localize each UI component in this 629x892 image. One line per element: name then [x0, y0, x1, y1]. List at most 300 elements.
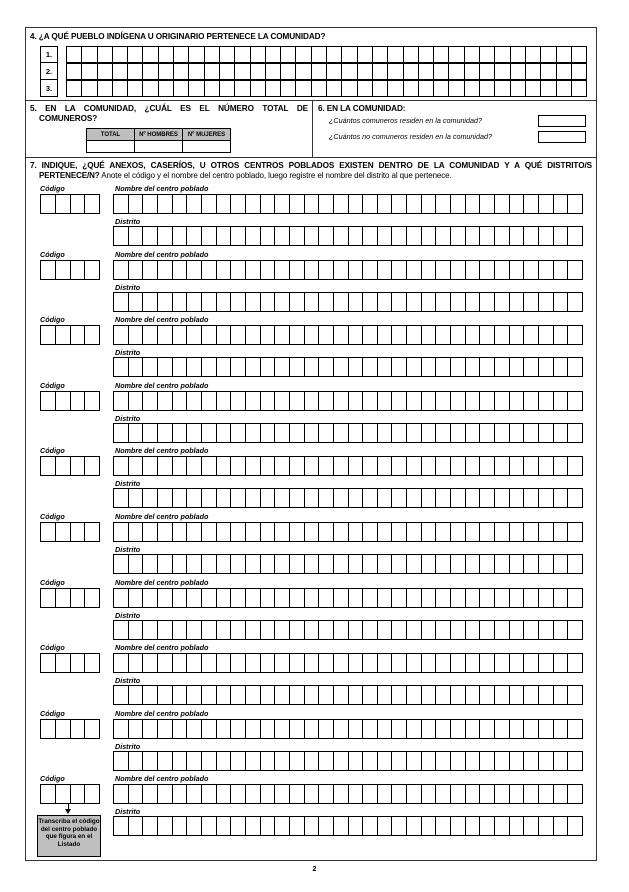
char-cell[interactable] [319, 392, 334, 410]
char-cell[interactable] [541, 47, 556, 62]
char-cell[interactable] [246, 686, 261, 704]
char-cell[interactable] [290, 358, 305, 376]
char-cell[interactable] [261, 457, 276, 475]
char-cell[interactable] [451, 555, 466, 573]
char-cell[interactable] [334, 326, 349, 344]
char-cell[interactable] [246, 326, 261, 344]
char-cell[interactable] [319, 686, 334, 704]
char-cell[interactable] [85, 654, 100, 672]
char-cell[interactable] [41, 195, 56, 213]
char-cell[interactable] [539, 261, 554, 279]
char-cell[interactable] [407, 489, 422, 507]
char-cell[interactable] [71, 392, 86, 410]
char-cell[interactable] [246, 817, 261, 835]
char-cell[interactable] [422, 457, 437, 475]
char-cell[interactable] [568, 261, 583, 279]
char-cell[interactable] [524, 589, 539, 607]
char-cell[interactable] [334, 392, 349, 410]
char-cell[interactable] [511, 81, 526, 96]
char-cell[interactable] [205, 81, 220, 96]
char-cell[interactable] [173, 686, 188, 704]
char-cell[interactable] [129, 523, 144, 541]
char-cell[interactable] [449, 81, 464, 96]
char-cell[interactable] [275, 457, 290, 475]
nombre-centro-poblado-input[interactable] [113, 522, 583, 542]
codigo-input[interactable] [40, 325, 100, 345]
char-cell[interactable] [495, 293, 510, 311]
char-cell[interactable] [334, 589, 349, 607]
char-cell[interactable] [82, 47, 97, 62]
char-cell[interactable] [261, 654, 276, 672]
char-cell[interactable] [557, 47, 572, 62]
char-cell[interactable] [187, 621, 202, 639]
char-cell[interactable] [202, 654, 217, 672]
codigo-input[interactable] [40, 194, 100, 214]
char-cell[interactable] [41, 261, 56, 279]
char-cell[interactable] [363, 523, 378, 541]
char-cell[interactable] [187, 195, 202, 213]
char-cell[interactable] [114, 686, 129, 704]
char-cell[interactable] [378, 358, 393, 376]
char-cell[interactable] [392, 195, 407, 213]
char-cell[interactable] [392, 752, 407, 770]
char-cell[interactable] [342, 81, 357, 96]
char-cell[interactable] [41, 589, 56, 607]
char-cell[interactable] [275, 261, 290, 279]
char-cell[interactable] [129, 720, 144, 738]
char-cell[interactable] [572, 47, 587, 62]
char-cell[interactable] [554, 654, 569, 672]
char-cell[interactable] [510, 555, 525, 573]
char-cell[interactable] [261, 424, 276, 442]
char-cell[interactable] [349, 326, 364, 344]
char-cell[interactable] [363, 392, 378, 410]
char-cell[interactable] [129, 457, 144, 475]
char-cell[interactable] [373, 81, 388, 96]
distrito-input[interactable] [113, 751, 583, 771]
char-cell[interactable] [187, 457, 202, 475]
char-cell[interactable] [217, 523, 232, 541]
char-cell[interactable] [129, 227, 144, 245]
char-cell[interactable] [451, 686, 466, 704]
char-cell[interactable] [85, 589, 100, 607]
char-cell[interactable] [422, 227, 437, 245]
char-cell[interactable] [217, 326, 232, 344]
char-cell[interactable] [246, 752, 261, 770]
char-cell[interactable] [290, 489, 305, 507]
char-cell[interactable] [202, 523, 217, 541]
char-cell[interactable] [231, 392, 246, 410]
char-cell[interactable] [451, 326, 466, 344]
char-cell[interactable] [143, 392, 158, 410]
char-cell[interactable] [349, 720, 364, 738]
char-cell[interactable] [173, 523, 188, 541]
char-cell[interactable] [246, 654, 261, 672]
char-cell[interactable] [334, 457, 349, 475]
nombre-centro-poblado-input[interactable] [113, 784, 583, 804]
char-cell[interactable] [235, 47, 250, 62]
char-cell[interactable] [98, 47, 113, 62]
char-cell[interactable] [495, 621, 510, 639]
char-cell[interactable] [305, 720, 320, 738]
char-cell[interactable] [495, 555, 510, 573]
char-cell[interactable] [480, 81, 495, 96]
char-cell[interactable] [466, 817, 481, 835]
char-cell[interactable] [407, 358, 422, 376]
char-cell[interactable] [466, 195, 481, 213]
char-cell[interactable] [510, 358, 525, 376]
char-cell[interactable] [334, 817, 349, 835]
char-cell[interactable] [524, 457, 539, 475]
char-cell[interactable] [480, 195, 495, 213]
distrito-input[interactable] [113, 488, 583, 508]
char-cell[interactable] [539, 817, 554, 835]
char-cell[interactable] [158, 621, 173, 639]
char-cell[interactable] [217, 589, 232, 607]
char-cell[interactable] [388, 64, 403, 79]
char-cell[interactable] [349, 555, 364, 573]
distrito-input[interactable] [113, 620, 583, 640]
char-cell[interactable] [451, 358, 466, 376]
char-cell[interactable] [202, 424, 217, 442]
char-cell[interactable] [568, 358, 583, 376]
char-cell[interactable] [358, 64, 373, 79]
char-cell[interactable] [85, 326, 100, 344]
char-cell[interactable] [419, 81, 434, 96]
char-cell[interactable] [319, 489, 334, 507]
char-cell[interactable] [554, 621, 569, 639]
char-cell[interactable] [143, 81, 158, 96]
char-cell[interactable] [202, 589, 217, 607]
char-cell[interactable] [56, 654, 71, 672]
char-cell[interactable] [159, 81, 174, 96]
char-cell[interactable] [568, 589, 583, 607]
char-cell[interactable] [251, 47, 266, 62]
char-cell[interactable] [363, 261, 378, 279]
char-cell[interactable] [275, 392, 290, 410]
char-cell[interactable] [173, 261, 188, 279]
char-cell[interactable] [510, 523, 525, 541]
char-cell[interactable] [436, 392, 451, 410]
char-cell[interactable] [378, 785, 393, 803]
char-cell[interactable] [275, 293, 290, 311]
char-cell[interactable] [495, 489, 510, 507]
char-cell[interactable] [349, 752, 364, 770]
char-cell[interactable] [275, 589, 290, 607]
char-cell[interactable] [217, 785, 232, 803]
nombre-centro-poblado-input[interactable] [113, 260, 583, 280]
char-cell[interactable] [449, 47, 464, 62]
char-cell[interactable] [511, 64, 526, 79]
char-cell[interactable] [334, 227, 349, 245]
char-cell[interactable] [524, 489, 539, 507]
char-cell[interactable] [510, 817, 525, 835]
char-cell[interactable] [451, 720, 466, 738]
char-cell[interactable] [495, 817, 510, 835]
char-cell[interactable] [158, 489, 173, 507]
char-cell[interactable] [290, 457, 305, 475]
char-cell[interactable] [466, 489, 481, 507]
char-cell[interactable] [114, 358, 129, 376]
char-cell[interactable] [524, 621, 539, 639]
char-cell[interactable] [407, 589, 422, 607]
char-cell[interactable] [290, 555, 305, 573]
char-cell[interactable] [173, 752, 188, 770]
char-cell[interactable] [451, 489, 466, 507]
char-cell[interactable] [466, 785, 481, 803]
char-cell[interactable] [407, 195, 422, 213]
char-cell[interactable] [202, 326, 217, 344]
char-cell[interactable] [436, 326, 451, 344]
char-cell[interactable] [363, 555, 378, 573]
char-cell[interactable] [41, 326, 56, 344]
char-cell[interactable] [246, 555, 261, 573]
char-cell[interactable] [495, 261, 510, 279]
char-cell[interactable] [56, 195, 71, 213]
char-cell[interactable] [363, 457, 378, 475]
char-cell[interactable] [114, 654, 129, 672]
char-cell[interactable] [246, 720, 261, 738]
char-cell[interactable] [158, 654, 173, 672]
char-cell[interactable] [466, 293, 481, 311]
char-cell[interactable] [363, 293, 378, 311]
char-cell[interactable] [202, 227, 217, 245]
char-cell[interactable] [261, 326, 276, 344]
char-cell[interactable] [173, 555, 188, 573]
char-cell[interactable] [143, 589, 158, 607]
char-cell[interactable] [554, 720, 569, 738]
char-cell[interactable] [261, 195, 276, 213]
char-cell[interactable] [113, 47, 128, 62]
char-cell[interactable] [554, 752, 569, 770]
char-cell[interactable] [511, 47, 526, 62]
char-cell[interactable] [495, 752, 510, 770]
char-cell[interactable] [85, 457, 100, 475]
char-cell[interactable] [187, 752, 202, 770]
char-cell[interactable] [480, 720, 495, 738]
char-cell[interactable] [305, 785, 320, 803]
char-cell[interactable] [539, 720, 554, 738]
char-cell[interactable] [526, 81, 541, 96]
char-cell[interactable] [174, 64, 189, 79]
char-cell[interactable] [480, 752, 495, 770]
char-cell[interactable] [202, 686, 217, 704]
char-cell[interactable] [436, 720, 451, 738]
char-cell[interactable] [436, 817, 451, 835]
char-cell[interactable] [143, 195, 158, 213]
char-cell[interactable] [275, 654, 290, 672]
char-cell[interactable] [422, 555, 437, 573]
char-cell[interactable] [480, 621, 495, 639]
char-cell[interactable] [539, 589, 554, 607]
char-cell[interactable] [290, 720, 305, 738]
char-cell[interactable] [202, 457, 217, 475]
char-cell[interactable] [217, 817, 232, 835]
char-cell[interactable] [392, 523, 407, 541]
char-cell[interactable] [436, 293, 451, 311]
char-cell[interactable] [187, 555, 202, 573]
char-cell[interactable] [246, 358, 261, 376]
char-cell[interactable] [217, 621, 232, 639]
char-cell[interactable] [524, 785, 539, 803]
char-cell[interactable] [451, 293, 466, 311]
char-cell[interactable] [568, 424, 583, 442]
char-cell[interactable] [281, 64, 296, 79]
char-cell[interactable] [290, 261, 305, 279]
char-cell[interactable] [524, 720, 539, 738]
char-cell[interactable] [358, 47, 373, 62]
char-cell[interactable] [305, 392, 320, 410]
char-cell[interactable] [290, 621, 305, 639]
char-cell[interactable] [158, 261, 173, 279]
char-cell[interactable] [305, 293, 320, 311]
char-cell[interactable] [539, 392, 554, 410]
char-cell[interactable] [261, 686, 276, 704]
char-cell[interactable] [422, 326, 437, 344]
char-cell[interactable] [349, 457, 364, 475]
char-cell[interactable] [342, 64, 357, 79]
char-cell[interactable] [327, 81, 342, 96]
char-cell[interactable] [67, 47, 82, 62]
char-cell[interactable] [290, 654, 305, 672]
char-cell[interactable] [422, 293, 437, 311]
char-cell[interactable] [363, 326, 378, 344]
char-cell[interactable] [246, 227, 261, 245]
char-cell[interactable] [71, 523, 86, 541]
char-cell[interactable] [495, 358, 510, 376]
char-cell[interactable] [334, 293, 349, 311]
char-cell[interactable] [480, 64, 495, 79]
char-cell[interactable] [392, 326, 407, 344]
char-cell[interactable] [71, 589, 86, 607]
char-cell[interactable] [349, 589, 364, 607]
char-cell[interactable] [56, 523, 71, 541]
char-cell[interactable] [41, 392, 56, 410]
char-cell[interactable] [290, 293, 305, 311]
char-cell[interactable] [202, 621, 217, 639]
char-cell[interactable] [495, 326, 510, 344]
codigo-input[interactable] [40, 456, 100, 476]
char-cell[interactable] [143, 64, 158, 79]
char-cell[interactable] [56, 785, 71, 803]
char-cell[interactable] [524, 523, 539, 541]
char-cell[interactable] [572, 81, 587, 96]
char-cell[interactable] [407, 720, 422, 738]
char-cell[interactable] [231, 195, 246, 213]
char-cell[interactable] [392, 785, 407, 803]
char-cell[interactable] [113, 81, 128, 96]
char-cell[interactable] [158, 686, 173, 704]
char-cell[interactable] [305, 686, 320, 704]
char-cell[interactable] [173, 358, 188, 376]
char-cell[interactable] [129, 752, 144, 770]
char-cell[interactable] [266, 47, 281, 62]
char-cell[interactable] [202, 392, 217, 410]
char-cell[interactable] [205, 64, 220, 79]
distrito-input[interactable] [113, 685, 583, 705]
char-cell[interactable] [524, 654, 539, 672]
char-cell[interactable] [422, 261, 437, 279]
char-cell[interactable] [275, 621, 290, 639]
char-cell[interactable] [158, 752, 173, 770]
char-cell[interactable] [187, 358, 202, 376]
char-cell[interactable] [554, 293, 569, 311]
char-cell[interactable] [363, 686, 378, 704]
char-cell[interactable] [319, 293, 334, 311]
char-cell[interactable] [407, 392, 422, 410]
char-cell[interactable] [568, 326, 583, 344]
char-cell[interactable] [495, 720, 510, 738]
char-cell[interactable] [554, 326, 569, 344]
char-cell[interactable] [56, 261, 71, 279]
char-cell[interactable] [554, 686, 569, 704]
char-cell[interactable] [319, 752, 334, 770]
char-cell[interactable] [71, 261, 86, 279]
char-cell[interactable] [480, 293, 495, 311]
char-cell[interactable] [510, 720, 525, 738]
char-cell[interactable] [71, 654, 86, 672]
char-cell[interactable] [158, 523, 173, 541]
char-cell[interactable] [334, 489, 349, 507]
distrito-input[interactable] [113, 357, 583, 377]
char-cell[interactable] [407, 686, 422, 704]
char-cell[interactable] [143, 686, 158, 704]
char-cell[interactable] [539, 457, 554, 475]
char-cell[interactable] [436, 686, 451, 704]
char-cell[interactable] [173, 326, 188, 344]
char-cell[interactable] [480, 227, 495, 245]
char-cell[interactable] [67, 64, 82, 79]
char-cell[interactable] [71, 785, 86, 803]
char-cell[interactable] [41, 785, 56, 803]
char-cell[interactable] [305, 589, 320, 607]
char-cell[interactable] [434, 47, 449, 62]
comuneros-residen-input[interactable] [538, 115, 586, 127]
char-cell[interactable] [296, 47, 311, 62]
char-cell[interactable] [275, 555, 290, 573]
char-cell[interactable] [363, 752, 378, 770]
char-cell[interactable] [466, 589, 481, 607]
char-cell[interactable] [334, 424, 349, 442]
char-cell[interactable] [388, 81, 403, 96]
char-cell[interactable] [466, 457, 481, 475]
char-cell[interactable] [436, 457, 451, 475]
char-cell[interactable] [143, 293, 158, 311]
char-cell[interactable] [480, 457, 495, 475]
char-cell[interactable] [378, 752, 393, 770]
char-cell[interactable] [466, 555, 481, 573]
char-cell[interactable] [305, 489, 320, 507]
char-cell[interactable] [465, 81, 480, 96]
char-cell[interactable] [246, 195, 261, 213]
char-cell[interactable] [526, 64, 541, 79]
char-cell[interactable] [217, 424, 232, 442]
char-cell[interactable] [539, 489, 554, 507]
char-cell[interactable] [422, 489, 437, 507]
char-cell[interactable] [129, 621, 144, 639]
char-cell[interactable] [231, 752, 246, 770]
char-cell[interactable] [422, 424, 437, 442]
char-cell[interactable] [451, 621, 466, 639]
char-cell[interactable] [290, 424, 305, 442]
char-cell[interactable] [466, 392, 481, 410]
char-cell[interactable] [187, 489, 202, 507]
distrito-input[interactable] [113, 816, 583, 836]
char-cell[interactable] [187, 686, 202, 704]
char-cell[interactable] [422, 817, 437, 835]
char-cell[interactable] [129, 686, 144, 704]
char-cell[interactable] [143, 326, 158, 344]
